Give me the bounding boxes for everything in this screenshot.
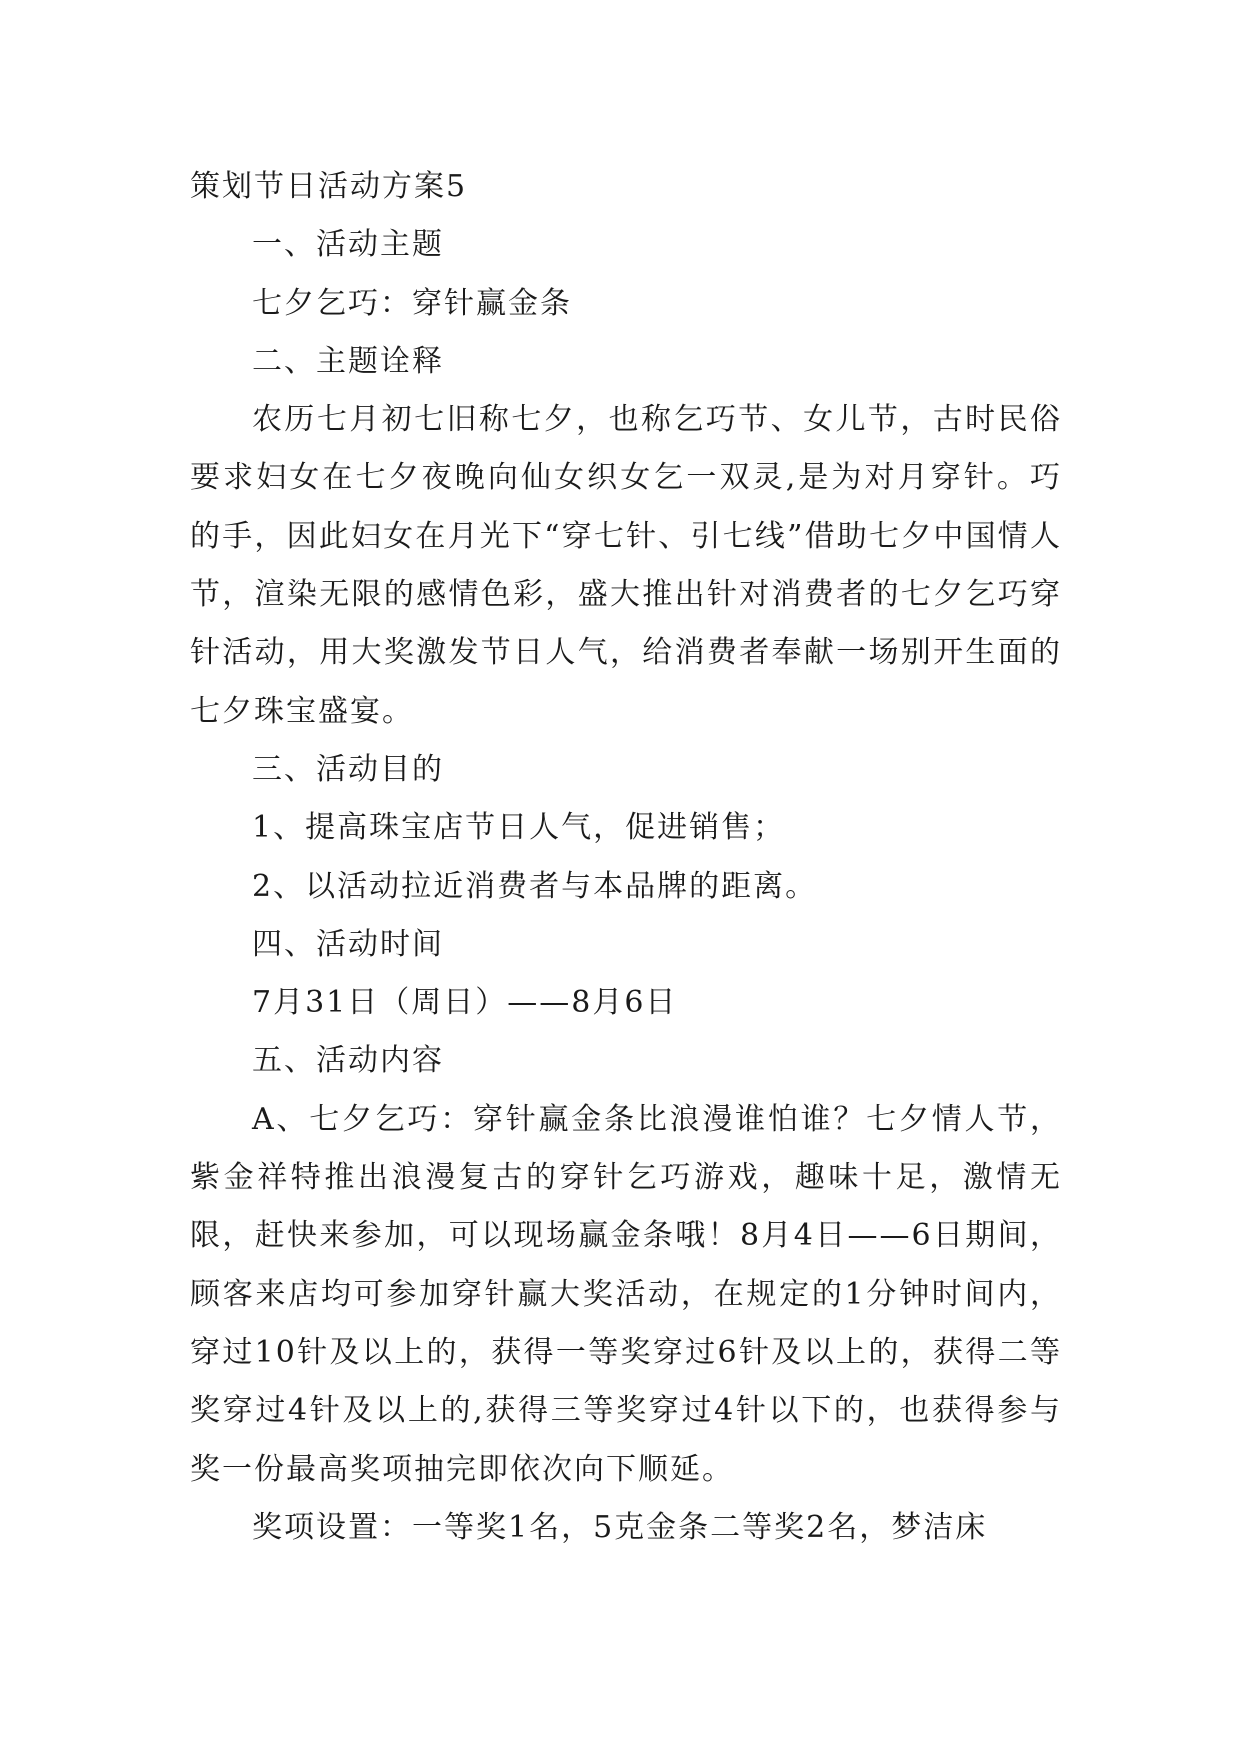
document-title: 策划节日活动方案5 <box>190 169 468 204</box>
section-heading: 四、活动时间 <box>252 926 444 962</box>
section-heading: 一、活动主题 <box>252 227 444 263</box>
paragraph: A、七夕乞巧：穿针赢金条比浪漫谁怕谁？七夕情人节，紫金祥特推出浪漫复古的穿针乞巧游戏，趣味十足，激情无限，赶快来参加，可以现场赢金条哦！8月4日——6日期间，顾客来店均可参加穿针赢大奖活动，在规定的1分钟时间内，穿过10针及以上的，获得一等奖穿过6针及以上的，获得二等奖穿过4针及以上的,获得三等奖穿过4针以下的，也获得参与奖一份最高奖项抽完即依次向下顺延。 <box>190 1101 1062 1487</box>
paragraph: 七夕乞巧：穿针赢金条 <box>252 285 572 321</box>
paragraph: 农历七月初七旧称七夕，也称乞巧节、女儿节，古时民俗要求妇女在七夕夜晚向仙女织女乞一双灵,是为对月穿针。巧的手，因此妇女在月光下“穿七针、引七线”借助七夕中国情人节，渲染无限的感情色彩，盛大推出针对消费者的七夕乞巧穿针活动，用大奖激发节日人气，给消费者奉献一场别开生面的七夕珠宝盛宴。 <box>190 402 1062 729</box>
list-item: 1、提高珠宝店节日人气，促进销售； <box>252 810 786 846</box>
section-heading: 五、活动内容 <box>252 1043 444 1079</box>
paragraph: 奖项设置：一等奖1名，5克金条二等奖2名，梦洁床 <box>252 1509 988 1545</box>
section-heading: 三、活动目的 <box>252 751 444 787</box>
document-body <box>190 158 1062 1557</box>
paragraph: 7月31日（周日）——8月6日 <box>252 985 678 1021</box>
list-item: 2、以活动拉近消费者与本品牌的距离。 <box>252 868 818 904</box>
section-heading: 二、主题诠释 <box>252 343 444 379</box>
